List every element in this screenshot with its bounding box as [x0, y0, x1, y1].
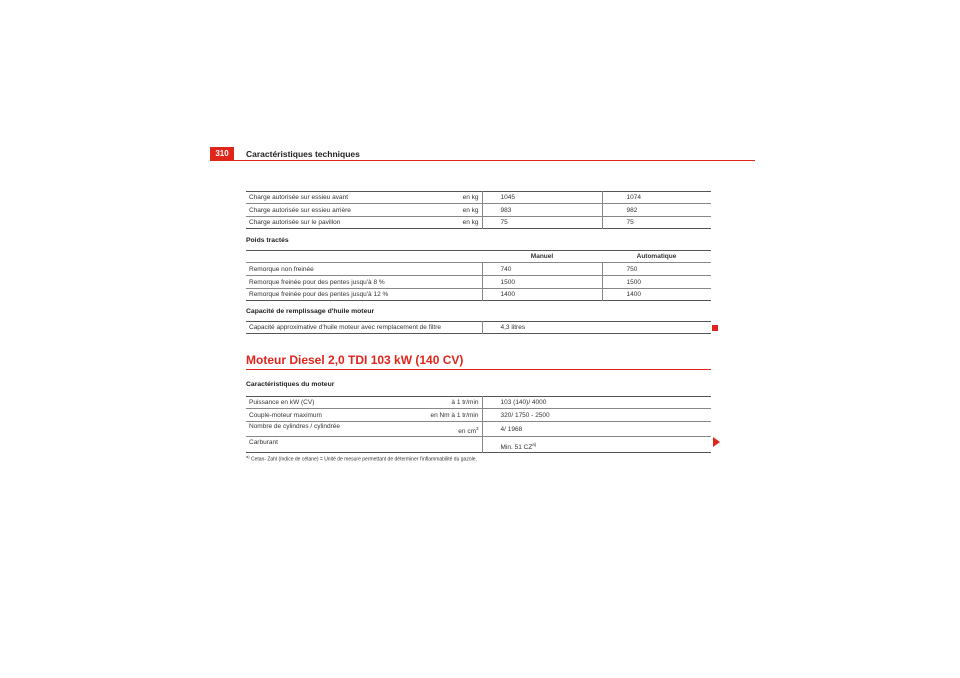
row-label: Remorque non freinée — [246, 263, 482, 276]
row-value-2: 75 — [626, 219, 634, 226]
section-title: Moteur Diesel 2,0 TDI 103 kW (140 CV) — [246, 353, 464, 367]
footnote-marker: a) — [246, 454, 250, 459]
table-row — [246, 289, 711, 301]
row-value: Min. 51 CZ$^{a)}$ — [500, 441, 537, 452]
table-row — [246, 437, 711, 453]
table-header-row — [246, 251, 711, 263]
engine-subheading: Caractéristiques du moteur — [246, 381, 335, 388]
header-rule — [210, 160, 755, 161]
row-label: Carburant — [246, 437, 482, 453]
row-label: Charge autorisée sur essieu avant — [249, 194, 349, 201]
table-row — [246, 322, 711, 334]
row-label-cell — [246, 204, 482, 217]
row-value-1: 1045 — [482, 192, 602, 204]
oil-table — [246, 321, 711, 334]
towing-heading: Poids tractés — [246, 237, 289, 244]
row-label-cell — [246, 192, 482, 204]
row-value-2: 1074 — [602, 192, 711, 204]
continue-arrow-icon — [713, 437, 720, 447]
row-label: Charge autorisée sur le pavillon — [249, 219, 341, 226]
row-value-1: 1500 — [482, 276, 602, 289]
table-row — [246, 192, 711, 204]
row-unit: en $cm^3$ — [458, 425, 479, 436]
page-number: 310 — [210, 147, 234, 161]
engine-table — [246, 396, 711, 453]
row-value-2: 1500 — [602, 276, 711, 289]
row-value: 4/ 1968 — [482, 422, 711, 437]
row-label-cell — [246, 397, 482, 409]
row-label: Remorque freinée pour des pentes jusqu'à 8 % — [246, 276, 482, 289]
table-row — [246, 263, 711, 276]
row-label: Charge autorisée sur essieu arrière — [249, 206, 351, 214]
row-value-1: 1400 — [482, 289, 602, 301]
section-end-marker — [712, 325, 718, 331]
row-unit: en kg — [462, 194, 479, 201]
row-label-cell — [246, 409, 482, 422]
row-label-cell — [246, 422, 482, 437]
row-label: Couple-moteur maximum — [249, 411, 322, 419]
section-rule — [246, 369, 711, 370]
towing-table — [246, 250, 711, 301]
table-row — [246, 409, 711, 422]
row-value-2: 1400 — [626, 291, 641, 298]
row-label: Nombre de cylindres / cylindrée — [249, 422, 341, 430]
row-unit: à 1 tr/min — [451, 399, 479, 406]
row-value-1: 983 — [482, 204, 602, 217]
row-label: Puissance en kW (CV) — [249, 399, 315, 406]
row-label: Remorque freinée pour des pentes jusqu'à 12 % — [246, 289, 482, 301]
row-value: 103 (140)/ 4000 — [482, 397, 711, 409]
row-value: 320/ 1750 - 2500 — [482, 409, 711, 422]
row-label-cell — [246, 217, 482, 229]
row-value: 4,3 litres — [500, 324, 526, 331]
row-unit: en Nm à 1 tr/min — [430, 411, 479, 419]
row-value-1: 75 — [482, 217, 602, 229]
table-row — [246, 422, 711, 437]
row-value-2: 982 — [602, 204, 711, 217]
table-row — [246, 397, 711, 409]
footnote-text: Cetan- Zahl (índice de cétane) = Unité de mesure permettant de déterminer l'inflammabilité du gazole. — [250, 456, 477, 463]
row-unit: en kg — [462, 206, 479, 214]
running-header: Caractéristiques techniques — [246, 149, 360, 159]
row-label: Capacité approximative d'huile moteur avec remplacement de filtre — [246, 322, 482, 334]
header-empty-cell — [246, 251, 482, 263]
axle-load-table — [246, 191, 711, 229]
footnote — [246, 454, 477, 463]
table-row — [246, 217, 711, 229]
row-value-2: 750 — [602, 263, 711, 276]
row-value-1: 740 — [482, 263, 602, 276]
table-row — [246, 276, 711, 289]
oil-heading: Capacité de remplissage d'huile moteur — [246, 308, 375, 315]
row-unit: en kg — [462, 219, 479, 226]
col-header-manual: Manuel — [482, 251, 602, 263]
col-header-automatic: Automatique — [602, 251, 711, 263]
table-row — [246, 204, 711, 217]
